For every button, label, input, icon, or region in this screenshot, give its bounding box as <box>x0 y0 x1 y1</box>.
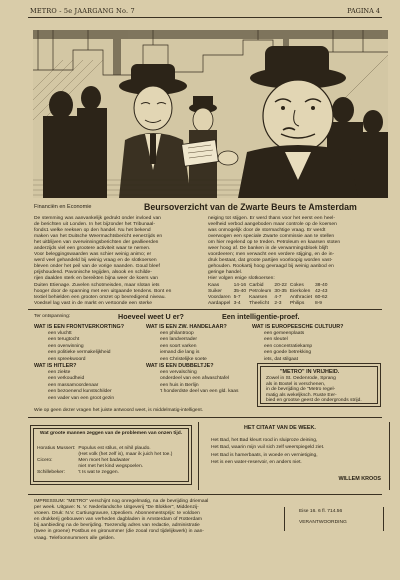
article-left-column <box>34 216 204 307</box>
metro-freedom-box <box>257 363 381 407</box>
quiz-answers-4 <box>160 370 238 396</box>
list-item: een vervalsching <box>160 370 197 375</box>
article-right-column <box>208 216 388 283</box>
article-line: rijen daalden sterk en bereikten bijna weer de koers van <box>34 276 158 282</box>
table-row: Voordaren 5-7 Kaarsen 4-7 Anthraciet 60-62 <box>208 295 328 300</box>
list-item: een overwinning <box>48 343 84 349</box>
article-line: bleven onder het peil van de vorige naanden. Goud bleef <box>34 264 160 270</box>
citation-heading: HET CITAAT VAN DE WEEK. <box>244 425 316 431</box>
quiz-question-1: WAT IS EEN FRONTVERKORTING? <box>34 324 125 330</box>
proverbs-table: Horatius Mussert: Populus est stilus, et nihil plaudo. (Het volk (het zelf is), maar ik juich het toe.) Cicero: Men moet het badwater niet met het kind wegspoelen. Schillebeker: 't Is wat te zeggen. <box>37 446 173 475</box>
section-divider <box>28 309 382 310</box>
article-line: anderzijds viel een grootere activiteit waar te nemen. <box>34 246 151 252</box>
article-line: geringe handel. <box>208 270 243 276</box>
list-item: een terugtocht <box>48 337 80 343</box>
table-row: Aardappel 3-4 Theelicht 2-3 Philips 8-9 <box>208 301 323 306</box>
list-item: een Christelijke soete <box>160 356 207 362</box>
verantwoording-box <box>284 507 384 531</box>
header-rule <box>28 17 382 18</box>
list-item: een massamoordenaar <box>48 382 99 388</box>
list-item: een philantroop <box>160 331 194 336</box>
metro-box-title: "METRO" IN VRIJHEID. <box>280 369 340 375</box>
imprint-text: IMPRESSUM: "METRO" verschijnt nog onregelmatig, na de bevrijding driemaal per week. Uitgave: N. V. Nederlandsche Uitgeverij "De Blokker", Middenzij- vroeen. Druk: N.V. Curtiusgravure, IJpeoliem. Abonnementsprijs: te voldoen en drukkerij gebouwen van verheden dagbladen in Amsterdam of Rotterdam bij aanbieding na de bevrijding. Toezendig adres van redactie, administratie (twee in groene) Postbus en gironummer (die zooal rond tijdelijkwerk) in aan- vraag. Telefoonnummers alle gelden. <box>34 499 209 541</box>
verantwoording-label: VERANTWOORDING <box>299 520 347 525</box>
proverbs-heading: Wat groote mannen zeggen van de problemen van onzen tijd. <box>39 431 183 436</box>
verantwoording-amount: Eise 16. 6 fl. 714.56 <box>299 509 343 514</box>
list-item: een vluchtt <box>48 331 72 336</box>
article-line: het uitblijven van overwinningsberichten der geallieerden <box>34 240 159 246</box>
article-line: prijshoudend. Pavonische tegijden, alsook en schilde- <box>34 270 152 276</box>
list-item: onderdeel van een afwaschtafel <box>160 376 230 382</box>
list-item: een landverrader <box>160 337 197 343</box>
article-line: voordeeren; men verwacht een verdere stijging, en de in- <box>208 252 335 258</box>
article-line: veelheid verbod aangeboden maar controle op de koersen <box>208 222 337 228</box>
article-line: Duiten Etienage. Zuvelen schotmeisden, maar slotan iets <box>34 282 160 288</box>
quiz-question-3: WAT IS EEN ZW. HANDELAAR? <box>146 324 227 330</box>
quiz-question-5: WAT IS EUROPEESCHE CULTUUR? <box>252 324 344 330</box>
list-item: een sleutel <box>264 337 288 343</box>
list-item: een bezoenend kunstschilder <box>48 389 112 395</box>
article-line: weer hoog af. De banken in de verwarmingsbloek blijft <box>208 246 328 252</box>
list-item: een concentratiekamp <box>264 343 313 349</box>
list-item: een huis in Berlijn <box>160 382 199 388</box>
section-divider <box>28 494 382 495</box>
article-line: neiging tot stijgen. Er werd thans voor het eerst een heel- <box>208 216 335 221</box>
citation-box <box>198 422 390 490</box>
section-divider <box>28 417 382 418</box>
quiz-question-4: WAT IS EEN DUBBELTJE? <box>146 363 214 369</box>
article-line: druk bestaat, dat groote partijen voorloopig worden vast- <box>208 258 333 264</box>
page-header-right: PAGINA 4 <box>347 7 380 15</box>
article-line: De stemming was aanvankelijk gedrukt onder invloed van <box>34 216 161 221</box>
list-item: 't honderdste deel van een gld. kaas <box>160 389 239 395</box>
proverbs-box <box>30 425 192 485</box>
article-line: de berichten uit Londen. In het bijzonder het Tribunaal- <box>34 222 155 228</box>
article-line: Voor beleggingswaarden was schier weinig animo; er <box>34 252 152 258</box>
quiz-question-2: WAT IS HITLER? <box>34 363 77 369</box>
page-header-left: METRO - 5e JAARGANG No. 7 <box>30 7 135 15</box>
list-item: een goede betrekking <box>264 350 312 356</box>
list-item: een ziekte <box>48 370 71 375</box>
quiz-title: Hoeveel weet U er? <box>118 312 184 321</box>
article-line: overwogen een speciale Zwarte commissie aan te stellen <box>208 234 335 240</box>
list-item: een verkoudheid <box>48 376 85 382</box>
quiz-intro: Ter ontspanning: <box>34 314 71 319</box>
list-item: iemand die lang is <box>160 350 200 356</box>
quiz-answers-5 <box>264 331 312 363</box>
cartoon-illustration <box>33 30 388 198</box>
article-line: textiel behielden een grooten omzet op bevredigend niveau. <box>34 294 166 300</box>
price-quotes-table <box>208 283 330 307</box>
list-item: een gemeenplaats <box>264 331 305 336</box>
article-line: werd veel gehandeld bij weinig vraag en de slotkoersen <box>34 258 157 264</box>
list-item: een politieke vermakelijkheid <box>48 350 111 356</box>
article-line: was onmogelijk door de stormachtige vraag. Er werdt <box>208 228 326 234</box>
citation-author: WILLEM KROOS <box>338 476 381 482</box>
list-item: een vader van een groot gezin <box>48 395 115 401</box>
quiz-subtitle: Een intelligentie-proef. <box>222 312 300 321</box>
list-item: een spreekwoord <box>48 356 86 362</box>
article-line: gehouden. Rookartij hoog gevraagd bij weinig aanbod en <box>208 264 334 270</box>
table-row: Kaas 14-16 Carbid 20-22 Cokes 38-40 <box>208 283 328 288</box>
article-line: fonds1 welke reeksen op den handel. Nu het bekend <box>34 228 151 234</box>
list-item: een soort varken <box>160 343 197 349</box>
list-item: iets, dat stilgaat <box>264 356 298 362</box>
quiz-answers-3 <box>160 331 207 363</box>
article-line: maken van het Duitsche Weermachtsbericht eenerzijds en <box>34 234 163 240</box>
metro-box-text: Zowel in St. Oedenrode, Sprang als in Boxtel is verschenen, in de bevrijding de "Metro regel- matig als wekeljksch. Ruste Eer- bied en grootse geest de ondergronds strijd. <box>266 376 362 404</box>
quiz-answers-1 <box>48 331 111 363</box>
article-section: Financiën en Economie <box>34 204 92 210</box>
crowd-cartoon-image <box>33 30 388 198</box>
table-row: Suiker 35-40 Petroleum 30-35 Eierkolen 42-43 <box>208 289 328 294</box>
quiz-answers-2 <box>48 370 114 402</box>
citation-lines: Het Bad, het Bad kleurt rood in sluiproze deining, Het Bad, waarin mijn vuil sich zelf weerspiegeld ziet. Het Bad is hamerbaats, in woede en vernietiging, Het is een water-reservoir, en anders niet. <box>211 438 325 466</box>
article-line: Hier volgen enige slotkoersen: <box>208 276 275 282</box>
article-line: om hier regelend op te treden. Petroleum en kaarsen stoten <box>208 240 341 246</box>
article-line: hooger door de spanning met een uitgaande tendens. Bont en <box>34 288 172 294</box>
quiz-footer: Wie op geen dezer vragen het juiste antwoord weet, is middelmatig-intelligent. <box>34 408 204 413</box>
article-title: Beursoverzicht van de Zwarte Beurs te Amsterdam <box>144 202 357 212</box>
article-line: Voedsel lag vast in de markt en vertoonde een sterke <box>34 300 152 306</box>
